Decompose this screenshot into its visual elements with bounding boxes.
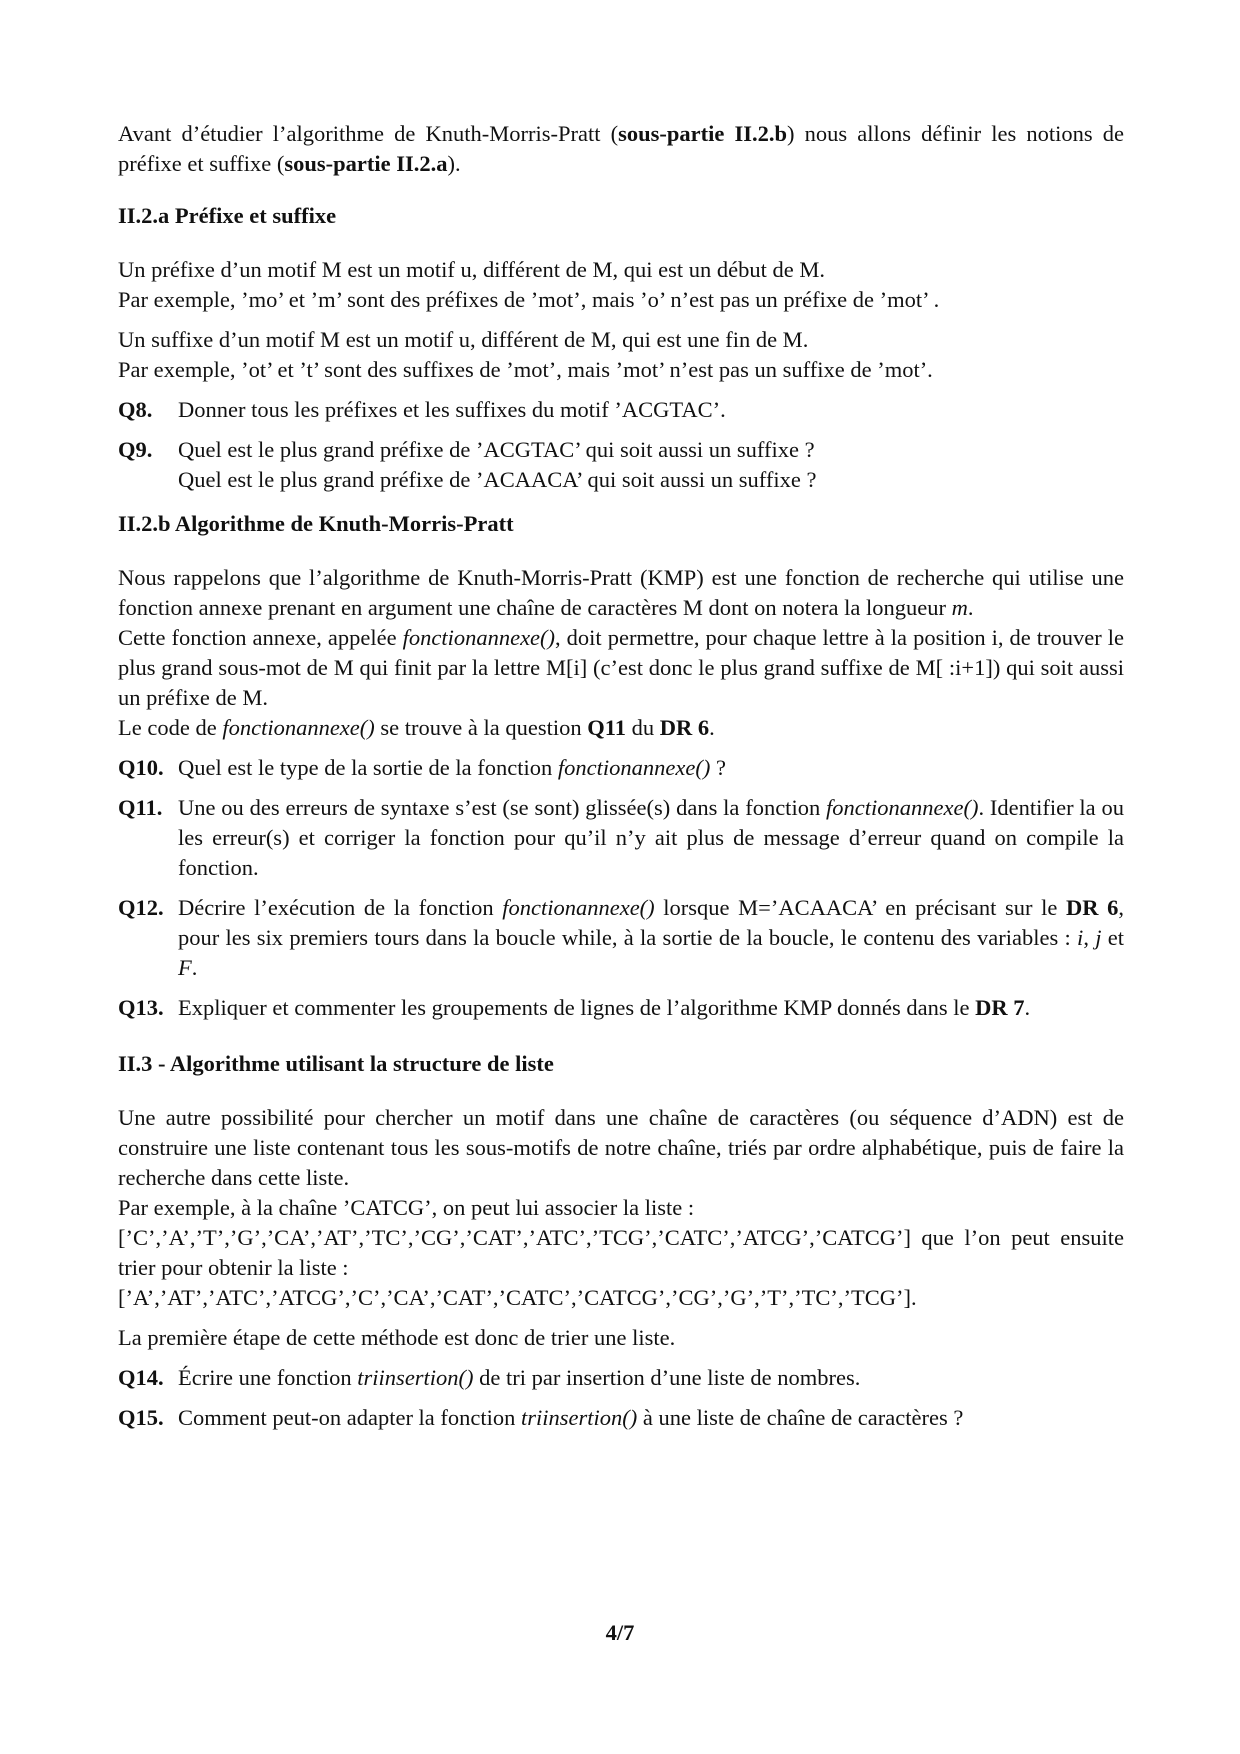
question-q12 [118,893,1124,983]
intro-ref-bold: sous-partie II.2.a [284,151,448,176]
intro-text: ). [447,151,461,176]
prefix-definition [118,255,1124,315]
kmp-intro-paragraph [118,563,1124,623]
question-q8 [118,395,1124,425]
math-variable: F [178,955,192,980]
question-text-part: Quel est le type de la sortie de la fonction [178,755,558,780]
question-text [178,893,1124,983]
question-text-part: , pour les six premiers tours dans la boucle while, à la sortie de la boucle, le contenu des variables : [178,895,1124,950]
example-line: Par exemple, ’ot’ et ’t’ sont des suffixes de ’mot’, mais ’mot’ n’est pas un suffixe de ’mot’. [118,357,933,382]
intro-ref-bold: sous-partie II.2.b [618,121,788,146]
function-name: fonctionannexe() [402,625,556,650]
question-text-part: Une ou des erreurs de syntaxe s’est (se sont) glissée(s) dans la fonction [178,795,827,820]
question-text-part: Comment peut-on adapter la fonction [178,1405,522,1430]
question-text [178,793,1124,883]
question-text-part: Écrire une fonction [178,1365,358,1390]
example-line: Par exemple, ’mo’ et ’m’ sont des préfixes de ’mot’, mais ’o’ n’est pas un préfixe de ’mot’ . [118,287,940,312]
question-text [178,1403,1124,1433]
question-label: Q9. [118,437,153,462]
function-name: triinsertion() [357,1365,474,1390]
question-ref: Q11 [587,715,626,740]
question-text: Donner tous les préfixes et les suffixes du motif ’ACGTAC’. [178,397,726,422]
example-intro-line: Par exemple, à la chaîne ’CATCG’, on peut lui associer la liste : [118,1195,695,1220]
paragraph-text: Cette fonction annexe, appelée [118,625,403,650]
document-ref: DR 7 [975,995,1025,1020]
paragraph-text: se trouve à la question [374,715,588,740]
code-location-paragraph [118,713,1124,743]
function-name: fonctionannexe() [222,715,375,740]
question-label: Q13. [118,995,164,1020]
section-heading-list-algorithm: II.3 - Algorithme utilisant la structure de liste [118,1051,554,1076]
question-label: Q12. [118,895,164,920]
math-variable: m [951,595,968,620]
section-heading-kmp: II.2.b Algorithme de Knuth-Morris-Pratt [118,511,514,536]
question-text-part: lorsque M=’ACAACA’ en précisant sur le [654,895,1066,920]
math-variable: j [1095,925,1102,950]
section-heading-prefix-suffix: II.2.a Préfixe et suffixe [118,203,337,228]
definition-line: Un suffixe d’un motif M est un motif u, différent de M, qui est une fin de M. [118,327,809,352]
question-q11 [118,793,1124,883]
question-text [178,753,1124,783]
paragraph-text: Nous rappelons que l’algorithme de Knuth-Morris-Pratt (KMP) est une fonction de recherche qui utilise une fonction annexe prenant en argument une chaîne de caractères M dont on notera la longueur [118,565,1124,620]
question-text [178,993,1124,1023]
first-step-line: La première étape de cette méthode est donc de trier une liste. [118,1325,676,1350]
paragraph-text: . [967,595,974,620]
question-text-part: . [191,955,198,980]
paragraph-text: , doit permettre, pour chaque lettre à la position i, de trouver le plus grand sous-mot de M qui finit par la lettre M[i] (c’est donc le plus grand suffixe de M[ :i+1]) qui soit aussi un préfixe de M. [118,625,1124,710]
function-name: fonctionannexe() [557,755,711,780]
paragraph-text: Le code de [118,715,223,740]
document-ref: DR 6 [659,715,710,740]
list-method-paragraph: Une autre possibilité pour chercher un motif dans une chaîne de caractères (ou séquence d’ADN) est de construire une liste contenant tous les sous-motifs de notre chaîne, triés par ordre alphabétique, puis de faire la recherche dans cette liste. [118,1105,1124,1190]
question-q14 [118,1363,1124,1393]
math-variable: i [1077,925,1084,950]
question-text-part: de tri par insertion d’une liste de nombres. [473,1365,861,1390]
annex-function-paragraph [118,623,1124,713]
page-number: 4/7 [605,1620,635,1645]
question-text-part: Expliquer et commenter les groupements de lignes de l’algorithme KMP donnés dans le [178,995,976,1020]
question-text-part: Décrire l’exécution de la fonction [178,895,503,920]
paragraph-text: . [709,715,715,740]
function-name: fonctionannexe() [826,795,979,820]
question-label: Q14. [118,1365,164,1390]
function-name: fonctionannexe() [502,895,655,920]
question-q10 [118,753,1124,783]
question-text-part: à une liste de chaîne de caractères ? [637,1405,964,1430]
question-label: Q15. [118,1405,164,1430]
intro-text: Avant d’étudier l’algorithme de Knuth-Morris-Pratt ( [118,121,619,146]
page-content [118,119,1124,1443]
question-text-part: ? [710,755,726,780]
question-text-part: . [1024,995,1031,1020]
question-q9 [118,435,1124,495]
function-name: triinsertion() [521,1405,638,1430]
question-label: Q8. [118,397,153,422]
sorted-list-line: [’A’,’AT’,’ATC’,’ATCG’,’C’,’CA’,’CAT’,’CATC’,’CATCG’,’CG’,’G’,’T’,’TC’,’TCG’]. [118,1285,917,1310]
question-text [178,1363,1124,1393]
intro-text: ) nous allons définir les notions de préfixe et suffixe ( [118,121,1124,176]
suffix-definition [118,325,1124,385]
intro-paragraph [118,119,1124,179]
definition-line: Un préfixe d’un motif M est un motif u, différent de M, qui est un début de M. [118,257,825,282]
question-line: Quel est le plus grand préfixe de ’ACGTAC’ qui soit aussi un suffixe ? [178,437,815,462]
question-label: Q11. [118,795,163,820]
question-line: Quel est le plus grand préfixe de ’ACAACA’ qui soit aussi un suffixe ? [178,467,817,492]
unsorted-list-paragraph: [’C’,’A’,’T’,’G’,’CA’,’AT’,’TC’,’CG’,’CAT’,’ATC’,’TCG’,’CATC’,’ATCG’,’CATCG’] que l’on peut ensuite trier pour obtenir la liste : [118,1225,1124,1280]
question-text-part: , [1083,925,1096,950]
question-q15 [118,1403,1124,1433]
question-label: Q10. [118,755,164,780]
question-text-part: et [1101,925,1124,950]
paragraph-text: du [625,715,660,740]
document-ref: DR 6 [1066,895,1119,920]
question-q13 [118,993,1124,1023]
question-text [178,435,1124,495]
question-text-part: . Identifier la ou les erreur(s) et corriger la fonction pour qu’il n’y ait plus de message d’erreur quand on compile la fonction. [178,795,1124,880]
